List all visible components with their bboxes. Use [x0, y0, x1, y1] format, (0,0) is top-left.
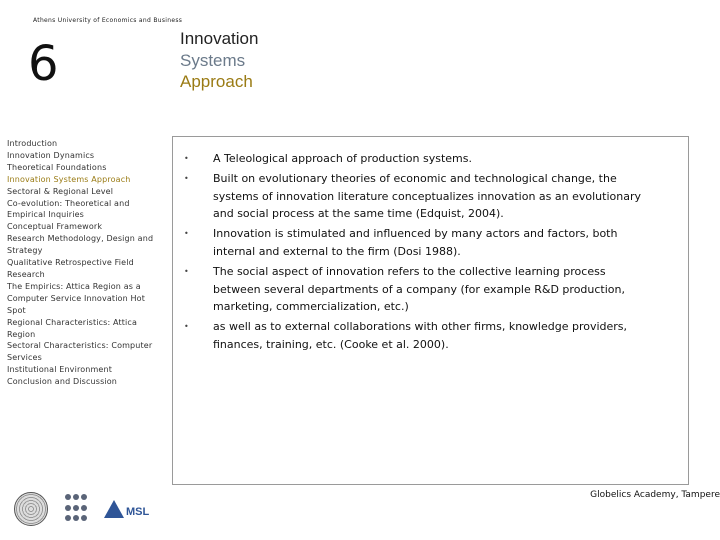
nav-item-sectoral-characteristics[interactable]: Sectoral Characteristics: Computer Services	[7, 341, 153, 363]
list-item	[184, 318, 654, 354]
nav-item-conceptual-framework[interactable]: Conceptual Framework	[7, 222, 103, 232]
event-name: Globelics Academy, Tampere	[590, 490, 720, 500]
nav-item-theoretical-foundations[interactable]: Theoretical Foundations	[7, 162, 107, 172]
dot-grid-logo-icon	[65, 494, 87, 524]
title-line-3: Approach	[180, 72, 253, 91]
nav-item-empirics-attica[interactable]: The Empirics: Attica Region as a Computer Service Innovation Hot Spot	[7, 281, 146, 315]
bullet-text: Innovation is stimulated and influenced by many actors and factors, both internal and external to the firm (Dosi 1988).	[213, 227, 618, 258]
bullet-dot-icon: •	[184, 229, 189, 239]
nav-item-conclusion-discussion[interactable]: Conclusion and Discussion	[7, 377, 118, 387]
chapter-nav	[7, 138, 159, 388]
bullet-list	[184, 150, 654, 356]
nav-item-innovation-dynamics[interactable]: Innovation Dynamics	[7, 150, 95, 160]
bullet-text: Built on evolutionary theories of economic and technological change, the systems of innovation literature conceptualizes innovation as an evolutionary and social process at the same time (Edquist, 2004).	[213, 171, 641, 221]
list-item	[184, 225, 654, 261]
footer-logos	[14, 492, 149, 526]
title-line-2: Systems	[180, 50, 246, 70]
nav-item-institutional-environment[interactable]: Institutional Environment	[7, 365, 112, 375]
bullet-dot-icon: •	[184, 266, 189, 276]
chapter-number: 6	[28, 36, 59, 92]
university-name: Athens University of Economics and Business	[33, 17, 183, 24]
bullet-text: as well as to external collaborations with other firms, knowledge providers, finances, training, etc. (Cooke et al. 2000).	[213, 320, 628, 351]
msl-logo-icon	[104, 500, 149, 518]
bullet-text: A Teleological approach of production systems.	[213, 152, 472, 165]
msl-logo-text: MSL	[126, 506, 150, 518]
nav-item-research-methodology[interactable]: Research Methodology, Design and Strategy	[7, 234, 154, 256]
university-seal-icon	[14, 492, 48, 526]
bullet-dot-icon: •	[184, 154, 189, 163]
bullet-text: The social aspect of innovation refers to the collective learning process between several departments of a company (for example R&D production, marketing, commercialization, etc.)	[213, 264, 625, 314]
nav-item-sectoral-regional-level[interactable]: Sectoral & Regional Level	[7, 186, 114, 196]
list-item	[184, 263, 654, 316]
slide-title	[180, 28, 258, 93]
nav-item-introduction[interactable]: Introduction	[7, 139, 58, 148]
nav-item-regional-characteristics[interactable]: Regional Characteristics: Attica Region	[7, 317, 138, 339]
nav-item-qualitative-field-research[interactable]: Qualitative Retrospective Field Research	[7, 258, 134, 279]
msl-triangle-icon	[104, 500, 124, 518]
list-item	[184, 150, 654, 168]
title-line-1: Innovation	[180, 29, 259, 48]
list-item	[184, 170, 654, 223]
bullet-dot-icon: •	[184, 173, 189, 183]
bullet-dot-icon: •	[184, 322, 189, 332]
nav-item-co-evolution[interactable]: Co-evolution: Theoretical and Empirical Inquiries	[7, 198, 130, 220]
nav-item-innovation-systems-approach[interactable]: Innovation Systems Approach	[7, 174, 131, 184]
